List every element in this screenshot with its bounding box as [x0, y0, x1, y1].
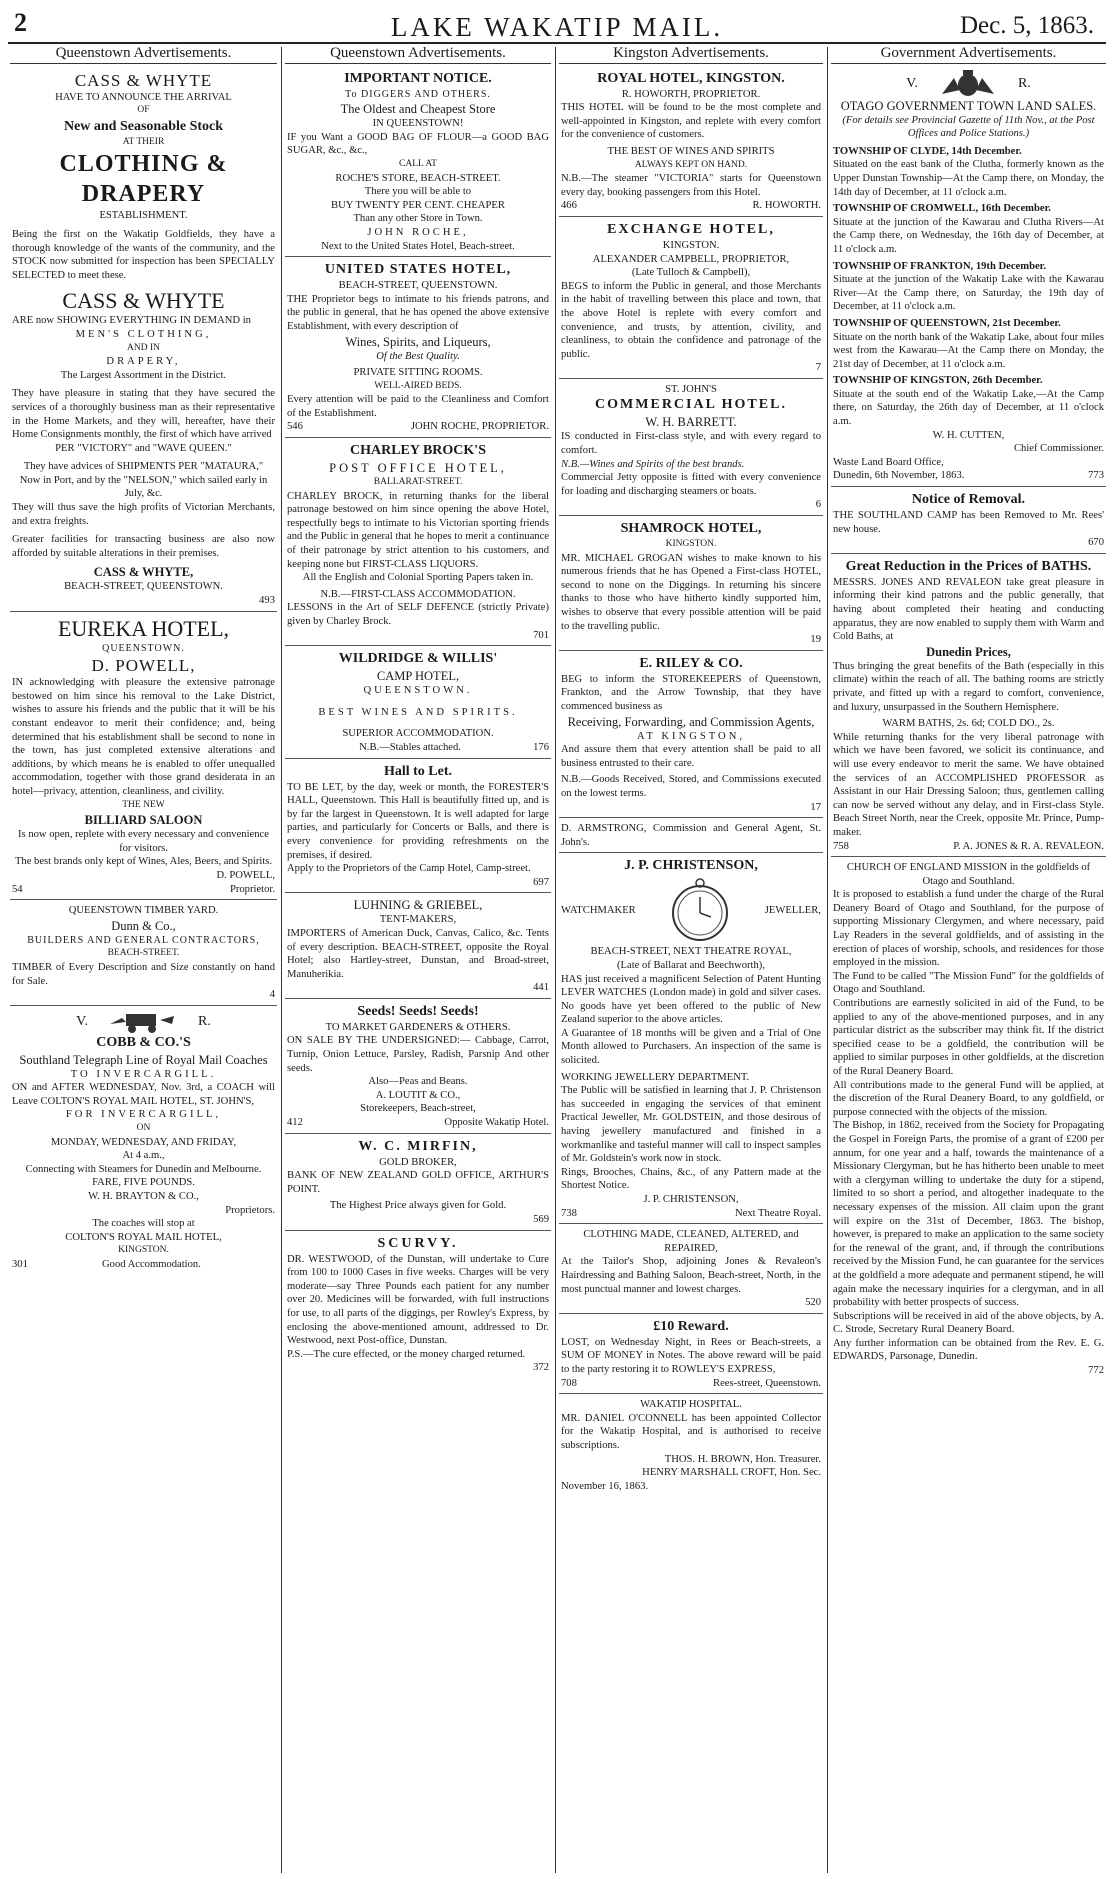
ad-signature: JOHN ROCHE, PROPRIETOR.	[410, 421, 549, 433]
ad-line: They have advices of SHIPMENTS PER "MATAURA,"	[23, 461, 264, 473]
ad-body: The Public will be satisfied in learning that J. P. Christenson has succeeded in engaging the services of that eminent Practical Jeweller, Mr. GOLDSTEIN, and those desirous of having jewellery manufactured and finished in a workmanlike and tasteful manner will call to inspect samples of Mr. Goldstein's work now in stock.	[561, 1085, 821, 1165]
ad-signature: THOS. H. BROWN, Hon. Treasurer.	[664, 1453, 821, 1465]
ad-title: Seeds! Seeds! Seeds!	[357, 1003, 479, 1019]
royal-arms-icon	[938, 70, 998, 98]
ad-body: It is proposed to establish a fund under the charge of the Rural Deanery Board of Otago and Southland, for the purpose of supporting Missionary Clergymen, and where necessary, paid Lay Readers in the several goldfields, and of assisting in the erection of places of worship, schools, and residences for those employed in the mission.	[833, 889, 1104, 969]
ad-line: TO MARKET GARDENERS & OTHERS.	[325, 1021, 511, 1033]
ad-line: ON	[136, 1123, 151, 1134]
ad-body: Situate at the junction of the Kawarau and Clutha Rivers—At the Camp there, on Wednesday, the 16th day of December, at 11 o'clock a.m.	[833, 216, 1104, 255]
ad-christenson	[559, 855, 823, 1224]
ad-line: PRIVATE SITTING ROOMS.	[353, 367, 483, 379]
ad-body: MESSRS. JONES AND REVALEON take great pleasure in informing their kind patrons and the public generally, that having about completed their heating and conducting apparatus, they are now enabled to supply them with Warm and Cold Baths, at	[833, 576, 1104, 643]
ad-line: ST. JOHN'S	[665, 383, 717, 395]
ad-title: E. RILEY & CO.	[639, 655, 743, 671]
ad-royal-hotel	[559, 68, 823, 217]
ad-number: 54	[12, 883, 23, 895]
ad-body: A Guarantee of 18 months will be given and a Trial of One Month allowed to Purchasers. An inspection of the same is solicited.	[561, 1027, 821, 1067]
ad-title: CLOTHING MADE, CLEANED, ALTERED, and REPAIRED,	[583, 1229, 799, 1254]
ad-title: Hall to Let.	[383, 763, 453, 779]
ad-number: 772	[1088, 1365, 1104, 1377]
ad-subheading: TOWNSHIP OF CROMWELL, 16th December.	[833, 203, 1051, 215]
ad-line: QUEENSTOWN.	[363, 685, 473, 697]
ad-body: Every attention will be paid to the Cleanliness and Comfort of the Establishment.	[287, 394, 549, 419]
ad-line: BEACH-STREET, QUEENSTOWN.	[338, 280, 498, 292]
ad-line: CAMP HOTEL,	[376, 669, 460, 684]
ad-body: TO BE LET, by the day, week or month, the FORESTER'S HALL, Queenstown. This Hall is beautifully fitted up, and is by far the largest in Queenstown. It is well adapted for large parties, and particularly for Concerts or Balls, and there is every convenience for providing refreshments on the premises, if desired.	[287, 781, 549, 861]
ad-title: Great Reduction in the Prices of BATHS.	[845, 558, 1092, 574]
ad-title: WILDRIDGE & WILLIS'	[338, 651, 498, 667]
ad-line: (Late of Ballarat and Beechworth),	[617, 959, 765, 971]
ad-body: The Bishop, in 1862, received from the Society for Propagating the Gospel in Foreign Parts, the promise of a grant of £200 per annum, for one year and a half, towards the maintenance of a Missionary Clergyman, but he has hitherto been unable to meet with a clergyman willing to undertake the duty for a stipend, limited to so short a period, and altogether inadequate to the necessary expenses of the mission. All claim upon the grant will expire on the 31st of December, 1863. The bishop, however, is prepared to make an application to the same society for the renewal of the grant, and, if through the contributions received by the Mission Fund, he can guarantee for the services at the goldfield a more adequate and permanent stipend, he will again make the necessary inquiries for a clergyman, and in all probability with better prospects of success.	[833, 1120, 1104, 1309]
ad-mirfin	[285, 1136, 551, 1231]
ad-line: Connecting with Steamers for Dunedin and Melbourne.	[25, 1163, 262, 1175]
issue-date: Dec. 5, 1863.	[960, 12, 1094, 39]
ad-body: Being the first on the Wakatip Goldfields, they have a thorough knowledge of the wants of the community, and the STOCK now submitted for inspection has been SPECIALLY SELECTED to meet these.	[12, 228, 275, 281]
ad-line: PER "VICTORY" and "WAVE QUEEN."	[55, 442, 232, 454]
ad-line: COLTON'S ROYAL MAIL HOTEL,	[65, 1231, 222, 1243]
ad-number: 546	[287, 421, 303, 433]
ad-title: LUHNING & GRIEBEL,	[353, 898, 483, 913]
ad-line: AT THEIR	[122, 136, 165, 147]
ad-line: QUEENSTOWN.	[102, 642, 185, 654]
ad-line: OF	[137, 105, 150, 116]
ad-line: All the English and Colonial Sporting Papers taken in.	[302, 572, 534, 584]
ad-line: (Late Tulloch & Campbell),	[631, 267, 751, 279]
ad-line: The coaches will stop at	[92, 1218, 195, 1230]
column-1	[10, 47, 277, 1873]
ad-body: IN acknowledging with pleasure the extensive patronage bestowed on him since his removal to the Lake District, wishes to assure his friends and the public that it will be his constant endeavor to merit their confidence; and, being determined that his establishment shall be second to none in the town, has just completed extensive alterations and additions, by which means he is enabled to offer unequalled accommodation, together with those grand desiderata in an hotel—privacy, attention, cleanliness, and civility.	[12, 677, 275, 797]
ad-line: AND IN	[127, 342, 160, 353]
ad-body: ON and AFTER WEDNESDAY, Nov. 3rd, a COACH will Leave COLTON'S ROYAL MAIL HOTEL, ST. JOHN'S,	[12, 1082, 275, 1107]
ad-subheading: TOWNSHIP OF QUEENSTOWN, 21st December.	[833, 317, 1061, 329]
ad-title: COMMERCIAL HOTEL.	[595, 397, 787, 413]
ad-line: TO INVERCARGILL.	[70, 1068, 217, 1080]
ad-number: 708	[561, 1377, 577, 1389]
ad-body: MR. MICHAEL GROGAN wishes to make known to his numerous friends that he has Opened a First-class HOTEL, second to none on the Diggings. In returning his sincere thanks to those who have hitherto kindly supported him, wishes to observe that every possible attention will be paid to the travelling public.	[561, 552, 821, 632]
ad-signature: A. LOUTIT & CO.,	[375, 1089, 461, 1101]
ad-signature: P. A. JONES & R. A. REVALEON.	[953, 840, 1104, 852]
ad-body: Greater facilities for transacting business are also now afforded by suitable alterations in their premises.	[12, 534, 275, 559]
ad-title: J. P. CHRISTENSON,	[624, 858, 758, 874]
ad-line: Storekeepers, Beach-street,	[360, 1103, 476, 1115]
ad-title: CASS & WHYTE	[62, 288, 225, 314]
ad-body: Commercial Jetty opposite is fitted with every convenience for loading and discharging steamers or boats.	[561, 472, 821, 497]
ad-line: New and Seasonable Stock	[63, 118, 224, 134]
crest-letter: R.	[1017, 75, 1031, 91]
ad-address: BEACH-STREET, QUEENSTOWN.	[64, 581, 223, 593]
ad-line: Now in Port, and by the "NELSON," which sailed early in July, &c.	[19, 474, 268, 500]
ad-signature: W. H. BRAYTON & CO.,	[88, 1191, 199, 1203]
ad-body: Situate at the south end of the Wakatip Lake,—At the Camp there, on Saturday, the 26th day of December, at 11 o'clock a.m.	[833, 388, 1104, 428]
ad-number: 466	[561, 200, 577, 212]
ad-notice-removal	[831, 489, 1106, 554]
ad-title: IMPORTANT NOTICE.	[344, 70, 492, 86]
ad-line: Dunedin, 6th November, 1863.	[833, 470, 965, 482]
ad-body: Contributions are earnestly solicited in aid of the Fund, to be applied to any of the above-mentioned purposes, and in any particular district as the subscriber may think fit. If the district specified cease to be a goldfield, the contribution will be applied to similar purposes in other goldfields, at the discretion of the Rural Deanery Board.	[833, 998, 1104, 1077]
column-3	[559, 47, 823, 1873]
column-heading: Government Advertisements.	[831, 47, 1106, 64]
ad-number: 520	[805, 1297, 821, 1309]
ad-line: Than any other Store in Town.	[353, 213, 483, 225]
ad-title: EUREKA HOTEL,	[57, 615, 230, 641]
ad-line: SUPERIOR ACCOMMODATION.	[342, 728, 494, 740]
ad-line: There you will be able to	[364, 186, 472, 198]
ad-body: BANK OF NEW ZEALAND GOLD OFFICE, ARTHUR'S POINT.	[287, 1170, 549, 1195]
ad-line: W. H. BARRETT.	[645, 415, 737, 430]
ad-body: While returning thanks for the very liberal patronage with which we have been favored, we solicit its continuance, and will use every endeavor to merit the same. We have obtained the services of an ACCOMPLISHED PROFESSOR as Assistant in our Hair Dressing Saloon; thus, gentlemen calling can now be served without any delay, and in First-class Style. Beach Street North, near the Creek, opposite Mr. Prince, Pump-maker.	[833, 731, 1104, 838]
masthead	[10, 6, 1104, 40]
ad-subheading: TOWNSHIP OF KINGSTON, 26th December.	[833, 375, 1043, 387]
ad-number: 569	[533, 1214, 549, 1225]
ad-number: 372	[533, 1362, 549, 1374]
ad-cobb-coaches	[10, 1008, 277, 1275]
ad-line: Good Accommodation.	[102, 1259, 201, 1270]
ad-roche-store	[285, 68, 551, 258]
ad-signature: D. POWELL,	[216, 869, 275, 881]
ad-signature: HENRY MARSHALL CROFT, Hon. Sec.	[642, 1467, 821, 1479]
ad-body: At the Tailor's Shop, adjoining Jones & Revaleon's Hairdressing and Bathing Saloon, Beach-street, North, in the most punctual manner and lowest charges.	[561, 1256, 821, 1295]
masthead-rule	[8, 42, 1106, 44]
ad-signature: J. P. CHRISTENSON,	[643, 1194, 739, 1205]
ad-title: W. C. MIRFIN,	[358, 1138, 478, 1154]
ad-line: Receiving, Forwarding, and Commission Agents,	[567, 714, 815, 729]
ad-shamrock-hotel	[559, 518, 823, 651]
column-heading: Queenstown Advertisements.	[10, 47, 277, 64]
ad-baths	[831, 556, 1106, 857]
ad-body: Situated on the east bank of the Clutha, formerly known as the Upper Dunstan Township—At the Camp there, on Monday, the 14th day of December, at 11 o'clock a.m.	[833, 159, 1104, 198]
ad-church-mission	[831, 859, 1106, 1381]
ad-number: 17	[810, 801, 821, 813]
ad-line: (For details see Provincial Gazette of 11th Nov., at the Post Offices and Police Stations.)	[842, 114, 1095, 140]
royal-crest	[833, 70, 1104, 98]
column-divider	[555, 47, 556, 1873]
ad-line: BUY TWENTY PER CENT. CHEAPER	[331, 199, 505, 211]
ad-timber-yard	[10, 902, 277, 1006]
ad-body: They will thus save the high profits of Victorian Merchants, and extra freights.	[12, 502, 275, 527]
ad-title: COBB & CO.'S	[96, 1034, 191, 1050]
ad-line: THE NEW	[122, 799, 165, 810]
ad-body: IF you Want a GOOD BAG OF FLOUR—a GOOD BAG SUGAR, &c., &c.,	[287, 131, 549, 157]
ad-scurvy	[285, 1233, 551, 1378]
ad-line: BEACH-STREET.	[107, 948, 180, 959]
ad-number: 738	[561, 1207, 577, 1219]
ad-line: JEWELLER,	[764, 904, 821, 916]
page-number: 2	[14, 8, 27, 37]
ad-line: N.B.—FIRST-CLASS ACCOMMODATION.	[320, 588, 516, 600]
ad-number: 441	[533, 982, 549, 994]
ad-line: R. HOWORTH, PROPRIETOR.	[621, 88, 761, 100]
ad-body: Subscriptions will be received in aid of the above objects, by A. C. Strode, Secretary Rural Deanery Board.	[833, 1310, 1104, 1336]
ad-camp-hotel	[285, 648, 551, 758]
ad-st-johns-hotel	[559, 381, 823, 516]
ad-title: SCURVY.	[377, 1235, 459, 1251]
ad-body: IS conducted in First-class style, and with every regard to comfort.	[561, 431, 821, 457]
ad-subheading: TOWNSHIP OF CLYDE, 14th December.	[833, 145, 1022, 157]
ad-line: Proprietor.	[229, 883, 275, 895]
ad-line: MEN'S CLOTHING,	[75, 328, 212, 340]
ad-headline: CLOTHING & DRAPERY	[59, 151, 228, 208]
ad-body: They have pleasure in stating that they have secured the services of a thoroughly business man as their representative in the Home Markets, and they will, hereafter, have their Home Consignments monthly, the first of which have arrived	[12, 388, 275, 441]
ad-line: The Oldest and Cheapest Store	[340, 102, 496, 117]
ad-signature: W. H. CUTTEN,	[932, 429, 1005, 441]
ad-title: ROYAL HOTEL, KINGSTON.	[597, 70, 785, 86]
ad-number: 670	[1088, 537, 1104, 549]
ad-title: WAKATIP HOSPITAL.	[640, 1399, 742, 1411]
ad-line: Of the Best Quality.	[376, 350, 460, 362]
ad-title: EXCHANGE HOTEL,	[607, 221, 775, 237]
pocket-watch-icon	[665, 875, 735, 945]
ad-number: 19	[810, 634, 821, 646]
crest-letter: V.	[906, 75, 918, 91]
ad-body: N.B.—Goods Received, Stored, and Commissions executed on the lowest terms.	[561, 774, 821, 799]
ad-exchange-hotel	[559, 219, 823, 379]
ad-number: 412	[287, 1117, 303, 1129]
ad-title: CHARLEY BROCK'S	[349, 443, 486, 459]
ad-line: D. POWELL,	[91, 656, 196, 676]
ad-number: 4	[269, 989, 275, 1001]
ad-number: 7	[815, 362, 821, 374]
ad-signature: R. HOWORTH.	[752, 200, 821, 212]
newspaper-title: LAKE WAKATIP MAIL.	[390, 12, 724, 42]
ad-body: TIMBER of Every Description and Size constantly on hand for Sale.	[12, 961, 275, 987]
ad-cass-whyte	[10, 68, 277, 612]
ad-line: CALL AT	[399, 158, 437, 169]
ad-body: The Fund to be called "The Mission Fund" for the goldfields of Otago and Southland.	[833, 970, 1104, 996]
ad-line: BALLARAT-STREET.	[373, 477, 463, 488]
ad-body: IMPORTERS of American Duck, Canvas, Calico, &c. Tents of every description. BEACH-STREET, opposite the Royal Hotel; also Hartley-street, Dunstan, and Broad-street, Manuherikia.	[287, 927, 549, 980]
ad-number: 773	[1088, 470, 1104, 482]
ad-line: KINGSTON.	[662, 239, 720, 251]
ad-line: Also—Peas and Beans.	[368, 1076, 468, 1088]
ad-line: GOLD BROKER,	[379, 1156, 457, 1168]
ad-number: 758	[833, 840, 849, 852]
ad-line: ESTABLISHMENT.	[99, 210, 188, 222]
ad-line: POST OFFICE HOTEL,	[329, 461, 507, 476]
ad-subheading: TOWNSHIP OF FRANKTON, 19th December.	[833, 260, 1047, 272]
coach-crest	[12, 1010, 275, 1034]
ad-united-states-hotel	[285, 259, 551, 438]
ad-line: At 4 a.m.,	[122, 1150, 165, 1162]
ad-line: November 16, 1863.	[561, 1480, 649, 1492]
ad-reward	[559, 1316, 823, 1394]
column-4	[831, 47, 1106, 1873]
ad-body: Situate at the junction of the Wakatip Lake with the Kawarau River—At the Camp there, on Saturday, the 19th day of December, at 11 o'clock a.m.	[833, 274, 1104, 313]
ad-line: DRAPERY,	[106, 356, 181, 368]
ad-body: HAS just received a magnificent Selection of Patent Hunting LEVER WATCHES (London made) in gold and silver cases. No goods have yet been offered to the public of New Zealand superior to the above articles.	[561, 973, 821, 1026]
ad-line: FOR INVERCARGILL,	[65, 1109, 222, 1121]
ad-number: 493	[259, 595, 275, 607]
ad-line: AT KINGSTON,	[636, 730, 745, 742]
ad-line: MONDAY, WEDNESDAY, AND FRIDAY,	[50, 1136, 237, 1148]
ad-line: KINGSTON.	[665, 539, 717, 550]
ad-signature: CASS & WHYTE,	[93, 565, 194, 580]
column-divider	[827, 47, 828, 1873]
ad-line: WARM BATHS, 2s. 6d; COLD DO., 2s.	[882, 718, 1055, 730]
ad-body: Situate on the north bank of the Wakatip Lake, about four miles west from the Kawarau—At the Camp there on Monday, the 21st day of December, at 11 o'clock a.m.	[833, 331, 1104, 370]
ad-line: The Highest Price always given for Gold.	[329, 1200, 507, 1212]
ad-number: 697	[533, 876, 549, 888]
ad-line: ALEXANDER CAMPBELL, PROPRIETOR,	[592, 253, 790, 265]
ad-title: SHAMROCK HOTEL,	[620, 521, 762, 537]
ad-number: 176	[533, 741, 549, 753]
ad-number: 701	[533, 629, 549, 641]
ad-line: WORKING JEWELLERY DEPARTMENT.	[561, 1071, 750, 1083]
coach-icon	[108, 1010, 178, 1034]
ad-body: THIS HOTEL will be found to be the most complete and well-appointed in Kingston, and replete with every comfort for the convenience of customers.	[561, 102, 821, 141]
column-2	[285, 47, 551, 1873]
ad-body: LOST, on Wednesday Night, in Rees or Beach-streets, a SUM OF MONEY in Notes. The above reward will be paid to the party restoring it to ROWLEY'S EXPRESS,	[561, 1336, 821, 1375]
ad-line: BEST WINES AND SPIRITS.	[318, 706, 518, 718]
ad-body: LESSONS in the Art of SELF DEFENCE (strictly Private) given by Charley Brock.	[287, 602, 549, 627]
ad-line: TENT-MAKERS,	[379, 914, 457, 926]
ad-body: DR. WESTWOOD, of the Dunstan, will undertake to Cure from 100 to 1000 Cases in five weeks. Charges will be very moderate—say Three Pounds each patient for any number over 20. Medicines will be forwarded, with full instructions for use, to all parts of the diggings, per Rowley's Express, by enclosing the above-mentioned amount, addressed to Dr. Westwood, next Post-office, Dunstan.	[287, 1253, 549, 1347]
ad-title: CASS & WHYTE	[74, 70, 213, 90]
ad-clothing-repair	[559, 1226, 823, 1314]
ad-body: N.B.—The steamer "VICTORIA" starts for Queenstown every day, booking passengers from this Hotel.	[561, 173, 821, 198]
ad-line: N.B.—Wines and Spirits of the best brands.	[561, 458, 745, 470]
ad-body: Apply to the Proprietors of the Camp Hotel, Camp-street.	[287, 863, 531, 875]
ad-line: ROCHE'S STORE, BEACH-STREET.	[335, 172, 501, 184]
ad-line: Proprietors.	[225, 1204, 275, 1216]
ad-signature: JOHN ROCHE,	[367, 226, 469, 238]
column-heading: Kingston Advertisements.	[559, 47, 823, 64]
ad-body: Rings, Brooches, Chains, &c., of any Pattern made at the Shortest Notice.	[561, 1166, 821, 1192]
ad-riley	[559, 653, 823, 818]
ad-line: Dunedin Prices,	[926, 644, 1011, 659]
ad-body: BEG to inform the STOREKEEPERS of Queenstown, Frankton, and the Arrow Township, that they have commenced business as	[561, 673, 821, 712]
ad-line: BILLIARD SALOON	[84, 813, 203, 828]
ad-seeds	[285, 1001, 551, 1134]
ad-title: UNITED STATES HOTEL,	[324, 262, 512, 278]
ad-body: Thus bringing the great benefits of the Bath (especially in this climate) within the reach of all. The bathing rooms are strictly private, and fitted up with a regard to comfort, convenience, and luxury, unsurpassed in the Southern Hemisphere.	[833, 660, 1104, 713]
ad-line: Wines, Spirits, and Liqueurs,	[345, 334, 491, 349]
ad-line: Dunn & Co.,	[111, 918, 176, 933]
ad-line: Is now open, replete with every necessary and convenience for visitors.	[18, 829, 269, 854]
ad-line: N.B.—Stables attached.	[359, 741, 461, 753]
ad-line: Rees-street, Queenstown.	[713, 1377, 821, 1389]
ad-hall-to-let	[285, 761, 551, 894]
ad-body: THE SOUTHLAND CAMP has been Removed to Mr. Rees' new house.	[833, 510, 1104, 535]
ad-eureka-hotel	[10, 614, 277, 901]
ad-post-office-hotel	[285, 440, 551, 646]
ad-title: OTAGO GOVERNMENT TOWN LAND SALES.	[840, 98, 1097, 113]
ad-line: Opposite Wakatip Hotel.	[444, 1117, 549, 1129]
ad-line: Southland Telegraph Line of Royal Mail Coaches	[19, 1052, 268, 1067]
ad-body: Any further information can be obtained from the Rev. E. G. EDWARDS, Parsonage, Dunedin.	[833, 1337, 1104, 1363]
ad-body: CHARLEY BROCK, in returning thanks for the liberal patronage bestowed on him since opening the above Hotel, respectfully begs to intimate to his Victorian sporting friends and the Public in general that he hopes to merit a continuance of their patronage by strict attention to his customers, and keeping none but FIRST-CLASS LIQUORS.	[287, 490, 549, 570]
ad-line: ALWAYS KEPT ON HAND.	[634, 159, 748, 170]
crest-letter: R.	[197, 1013, 211, 1029]
ad-line: HAVE TO ANNOUNCE THE ARRIVAL	[55, 91, 232, 103]
ad-line: Waste Land Board Office,	[833, 456, 944, 468]
ad-body: BEGS to inform the Public in general, and those Merchants in the habit of travelling between this place and town, that the above Hotel is replete with every comfort and convenience, and trusts, by attention, civility, and cleanliness, to obtain the confidence and patronage of the public.	[561, 280, 821, 360]
ad-line: The Largest Assortment in the District.	[60, 369, 227, 381]
ad-body: MR. DANIEL O'CONNELL has been appointed Collector for the Wakatip Hospital, and is authorised to receive subscriptions.	[561, 1412, 821, 1451]
ad-body: All contributions made to the general Fund will be applied, at the discretion of the Rural Deanery Board, to any goldfield, or purpose connected with the objects of the mission.	[833, 1079, 1104, 1118]
ad-line: WELL-AIRED BEDS.	[374, 380, 462, 391]
ad-number: 6	[815, 499, 821, 511]
ad-body: ON SALE BY THE UNDERSIGNED:— Cabbage, Carrot, Turnip, Onion Lettuce, Parsley, Radish, Parsnip And other seeds.	[287, 1035, 549, 1074]
ad-title: Notice of Removal.	[911, 492, 1026, 508]
crest-letter: V.	[76, 1013, 88, 1029]
ad-title: £10 Reward.	[653, 1318, 729, 1334]
ad-title: QUEENSTOWN TIMBER YARD.	[68, 905, 219, 917]
ad-line: THE BEST OF WINES AND SPIRITS	[607, 145, 775, 157]
ad-body: THE Proprietor begs to intimate to his friends patrons, and the public in general, that he has opened the above extensive Establishment, with every description of	[287, 293, 549, 332]
column-heading: Queenstown Advertisements.	[285, 47, 551, 64]
ad-armstrong	[559, 820, 823, 853]
ad-hospital	[559, 1396, 823, 1496]
ad-line: Next Theatre Royal.	[735, 1207, 821, 1219]
ad-number: 301	[12, 1259, 28, 1270]
ad-line: Next to the United States Hotel, Beach-street.	[321, 240, 515, 252]
ad-body: ARE now SHOWING EVERYTHING IN DEMAND in	[12, 315, 251, 327]
ad-body: D. ARMSTRONG, Commission and General Agent, St. John's.	[561, 823, 821, 848]
ad-luhning-griebel	[285, 895, 551, 999]
ad-line: Chief Commissioner.	[1013, 443, 1104, 455]
column-divider	[281, 47, 282, 1873]
ad-line: The best brands only kept of Wines, Ales, Beers, and Spirits.	[14, 856, 273, 868]
ad-line: WATCHMAKER	[561, 904, 636, 916]
ad-line: BUILDERS AND GENERAL CONTRACTORS,	[27, 934, 260, 946]
ad-line: FARE, FIVE POUNDS.	[92, 1177, 195, 1189]
ad-line: To DIGGERS AND OTHERS.	[345, 88, 491, 100]
ad-line: IN QUEENSTOWN!	[372, 118, 464, 130]
ad-title: CHURCH OF ENGLAND MISSION in the goldfields of Otago and Southland.	[846, 862, 1091, 887]
ad-line: BEACH-STREET, NEXT THEATRE ROYAL,	[590, 946, 792, 958]
ad-town-land-sales	[831, 68, 1106, 487]
ad-line: KINGSTON.	[118, 1245, 169, 1256]
ad-body: P.S.—The cure effected, or the money charged returned.	[287, 1348, 526, 1360]
ad-body: And assure them that every attention shall be paid to all business entrusted to their care.	[561, 744, 821, 769]
